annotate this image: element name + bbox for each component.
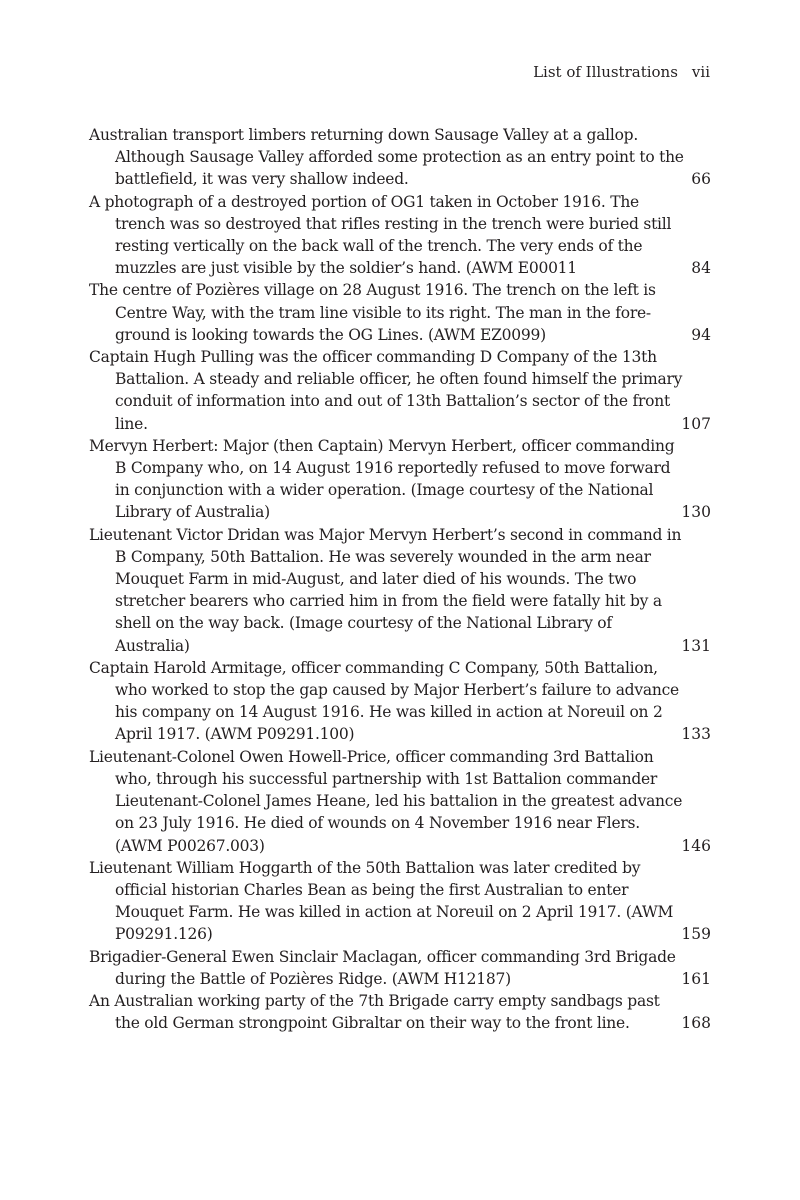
illustration-caption: Australian transport limbers returning down Sausage Valley at a gallop. Although Sausage Valley afforded some protection as an entry point to the battlefield, it was very shallow indeed.: [89, 126, 684, 189]
illustration-caption: Lieutenant Victor Dridan was Major Mervyn Herbert’s second in command in B Company, 50th Battalion. He was severely wounded in the arm near Mouquet Farm in mid-August, and later died of his wounds. The two stretcher bearers who carried him in from the field were fatally hit by a shell on the way back. (Image courtesy of the National Library of Australia): [89, 525, 682, 655]
illustration-caption: An Australian working party of the 7th Brigade carry empty sandbags past the old German strongpoint Gibraltar on their way to the front line.: [89, 991, 660, 1033]
illustration-entry: [89, 279, 711, 346]
illustration-page-number: 94: [691, 325, 711, 344]
illustration-page-number: 84: [691, 259, 711, 278]
illustration-caption: Mervyn Herbert: Major (then Captain) Mervyn Herbert, officer commanding B Company who, on 14 August 1916 reportedly refused to move forward in conjunction with a wider operation. (Image courtesy of the National Library of Australia): [89, 436, 675, 522]
illustration-entry: [89, 857, 711, 946]
illustration-caption: Captain Harold Armitage, officer commanding C Company, 50th Battalion, who worked to stop the gap caused by Major Herbert’s failure to advance his company on 14 August 1916. He was killed in action at Noreuil on 2 April 1917. (AWM P09291.100): [89, 658, 679, 744]
illustration-page-number: 161: [681, 969, 711, 988]
illustration-entry: [89, 346, 711, 435]
illustration-entry: [89, 124, 711, 191]
illustration-entry: [89, 657, 711, 746]
illustration-page-number: 146: [681, 836, 711, 855]
illustration-entry: [89, 746, 711, 857]
folio-page-number: vii: [691, 63, 710, 81]
illustration-page-number: 66: [691, 170, 711, 189]
illustration-caption: Lieutenant-Colonel Owen Howell-Price, officer commanding 3rd Battalion who, through his successful partnership with 1st Battalion commander Lieutenant-Colonel James Heane, led his battalion in the greatest advance on 23 July 1916. He died of wounds on 4 November 1916 near Flers. (AWM P00267.003): [89, 747, 683, 855]
illustration-caption: A photograph of a destroyed portion of OG1 taken in October 1916. The trench was so destroyed that rifles resting in the trench were buried still resting vertically on the back wall of the trench. The very ends of the muzzles are just visible by the soldier’s hand. (AWM E00011: [89, 192, 672, 278]
illustration-page-number: 133: [681, 725, 711, 744]
illustration-caption: Captain Hugh Pulling was the officer commanding D Company of the 13th Battalion. A steady and reliable officer, he often found himself the primary conduit of information into and out of 13th Battalion’s sector of the front line.: [89, 348, 683, 433]
illustration-page-number: 130: [681, 503, 711, 522]
illustration-caption: The centre of Pozières village on 28 August 1916. The trench on the left is Centre Way, with the tram line visible to its right. The man in the foreground is looking towards the OG Lines. (AWM EZ0099): [89, 281, 656, 344]
illustration-list: [89, 124, 711, 1034]
illustration-page-number: 107: [681, 414, 711, 433]
illustration-page-number: 131: [681, 636, 711, 655]
illustration-caption: Lieutenant William Hoggarth of the 50th Battalion was later credited by official historian Charles Bean as being the first Australian to enter Mouquet Farm. He was killed in action at Noreuil on 2 April 1917. (AWM P09291.126): [89, 858, 674, 944]
illustration-entry: [89, 990, 711, 1034]
illustration-caption: Brigadier-General Ewen Sinclair Maclagan, officer commanding 3rd Brigade during the Battle of Pozières Ridge. (AWM H12187): [89, 947, 676, 988]
section-title: List of Illustrations: [533, 63, 678, 81]
running-head: [533, 62, 710, 82]
illustration-page-number: 159: [681, 925, 711, 944]
illustration-entry: [89, 191, 711, 280]
illustration-page-number: 168: [681, 1014, 711, 1033]
illustration-entry: [89, 435, 711, 524]
illustration-entry: [89, 524, 711, 657]
illustration-entry: [89, 946, 711, 990]
